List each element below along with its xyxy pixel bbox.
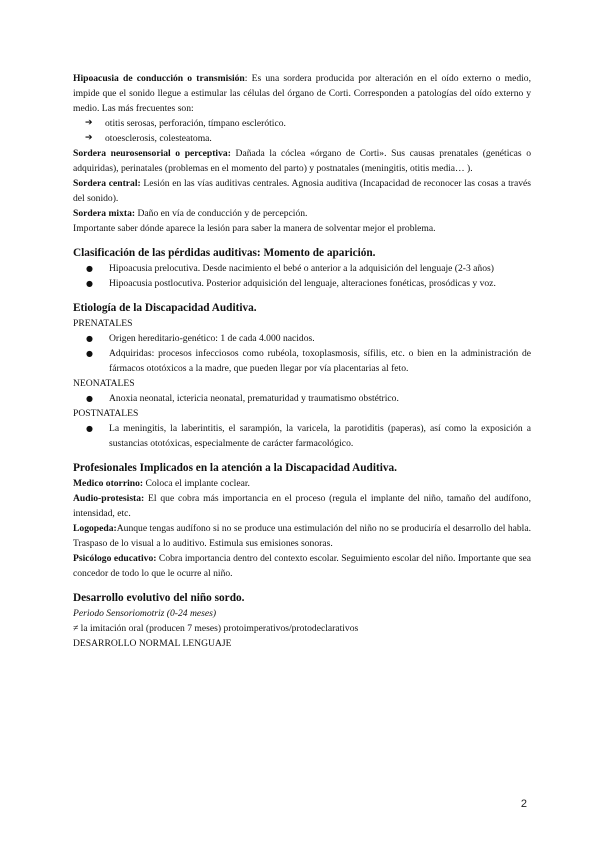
- section-heading-etiology: Etiología de la Discapacidad Auditiva.: [73, 302, 257, 314]
- paragraph-note: Importante saber dónde aparece la lesión para saber la manera de solventar mejor el problema.: [73, 223, 436, 234]
- list-item: ● Anoxia neonatal, ictericia neonatal, prematuridad y traumatismo obstétrico.: [86, 393, 399, 404]
- paragraph-central: Sordera central: Lesión en las vías auditivas centrales. Agnosia auditiva (Incapacidad de reconocer las cosas a través del sonido).: [73, 178, 532, 204]
- list-item: ➔ otitis serosas, perforación, tímpano esclerótico.: [85, 118, 286, 129]
- list-item: ● Hipoacusia prelocutiva. Desde nacimiento el bebé o anterior a la adquisición del lenguaje (2-3 años): [86, 263, 494, 274]
- subheading-prenatales: PRENATALES: [73, 318, 133, 329]
- section-heading-development: Desarrollo evolutivo del niño sordo.: [73, 592, 245, 604]
- section-heading-professionals: Profesionales Implicados en la atención a la Discapacidad Auditiva.: [73, 462, 397, 474]
- normal-language-line: DESARROLLO NORMAL LENGUAJE: [73, 638, 232, 649]
- term-conduction: Hipoacusia de conducción o transmisión: [73, 73, 245, 84]
- paragraph-audioprotesista: Audio-protesista: El que cobra más importancia en el proceso (regula el implante del niño, tamaño del audífono, intensidad, etc.: [73, 493, 531, 519]
- bullet-icon: ●: [86, 264, 93, 273]
- paragraph-mixta: Sordera mixta: Daño en vía de conducción y de percepción.: [73, 208, 308, 219]
- bullet-icon: ●: [86, 349, 93, 358]
- paragraph-otorrino: Medico otorrino: Coloca el implante coclear.: [73, 478, 250, 489]
- list-item: ● Adquiridas: procesos infecciosos como rubéola, toxoplasmosis, sífilis, etc. o bien en la administración de fármacos ototóxicos a la madre, que pueden llegar por vía placentarias al feto.: [86, 348, 531, 374]
- period-label: Periodo Sensoriomotriz (0-24 meses): [73, 608, 217, 619]
- subheading-postnatales: POSTNATALES: [73, 408, 139, 419]
- bullet-icon: ●: [86, 334, 93, 343]
- page-number: 2: [520, 798, 527, 810]
- list-item: ● La meningitis, la laberintitis, el sarampión, la varicela, la parotiditis (paperas), así como la exposición a sustancias ototóxicas, especialmente de carácter farmacológico.: [86, 423, 531, 449]
- subheading-neonatales: NEONATALES: [73, 378, 135, 389]
- paragraph-psicologo: Psicólogo educativo: Cobra importancia dentro del contexto escolar. Seguimiento escolar del niño. Importante que sea concedor de todo lo que le ocurre al niño.: [73, 553, 531, 579]
- list-item: ● Origen hereditario-genético: 1 de cada 4.000 nacidos.: [86, 333, 315, 344]
- bullet-icon: ●: [86, 279, 93, 288]
- paragraph-neurosensorial: Sordera neurosensorial o perceptiva: Dañada la cóclea «órgano de Corti». Sus causas prenatales (genéticas o adquiridas), perinatales (problemas en el momento del parto) y postnatales (meningitis, otitis media… ).: [73, 148, 532, 174]
- document-page: [73, 71, 531, 651]
- bullet-icon: ●: [86, 394, 93, 403]
- bullet-icon: ●: [86, 424, 93, 433]
- arrow-icon: ➔: [85, 118, 93, 128]
- paragraph-conduction: Hipoacusia de conducción o transmisión: Es una sordera producida por alteración en el oído externo o medio, impide que el sonido llegue a estimular las células del órgano de Corti. Corresponden a patologías del oído externo y medio. Las más frecuentes son:: [73, 73, 531, 114]
- section-heading-classification: Clasificación de las pérdidas auditivas: Momento de aparición.: [73, 247, 376, 259]
- arrow-icon: ➔: [85, 133, 93, 143]
- imitation-line: ≠ la imitación oral (producen 7 meses) protoimperativos/protodeclarativos: [73, 623, 359, 634]
- list-item: ➔ otoesclerosis, colesteatoma.: [85, 133, 212, 144]
- paragraph-logopeda: Logopeda:Aunque tengas audífono si no se produce una estimulación del niño no se produciría el desarrollo del habla. Traspaso de lo visual a lo auditivo. Estimula sus emisiones sonoras.: [73, 523, 531, 549]
- list-item: ● Hipoacusia postlocutiva. Posterior adquisición del lenguaje, alteraciones fonéticas, prosódicas y voz.: [86, 278, 496, 289]
